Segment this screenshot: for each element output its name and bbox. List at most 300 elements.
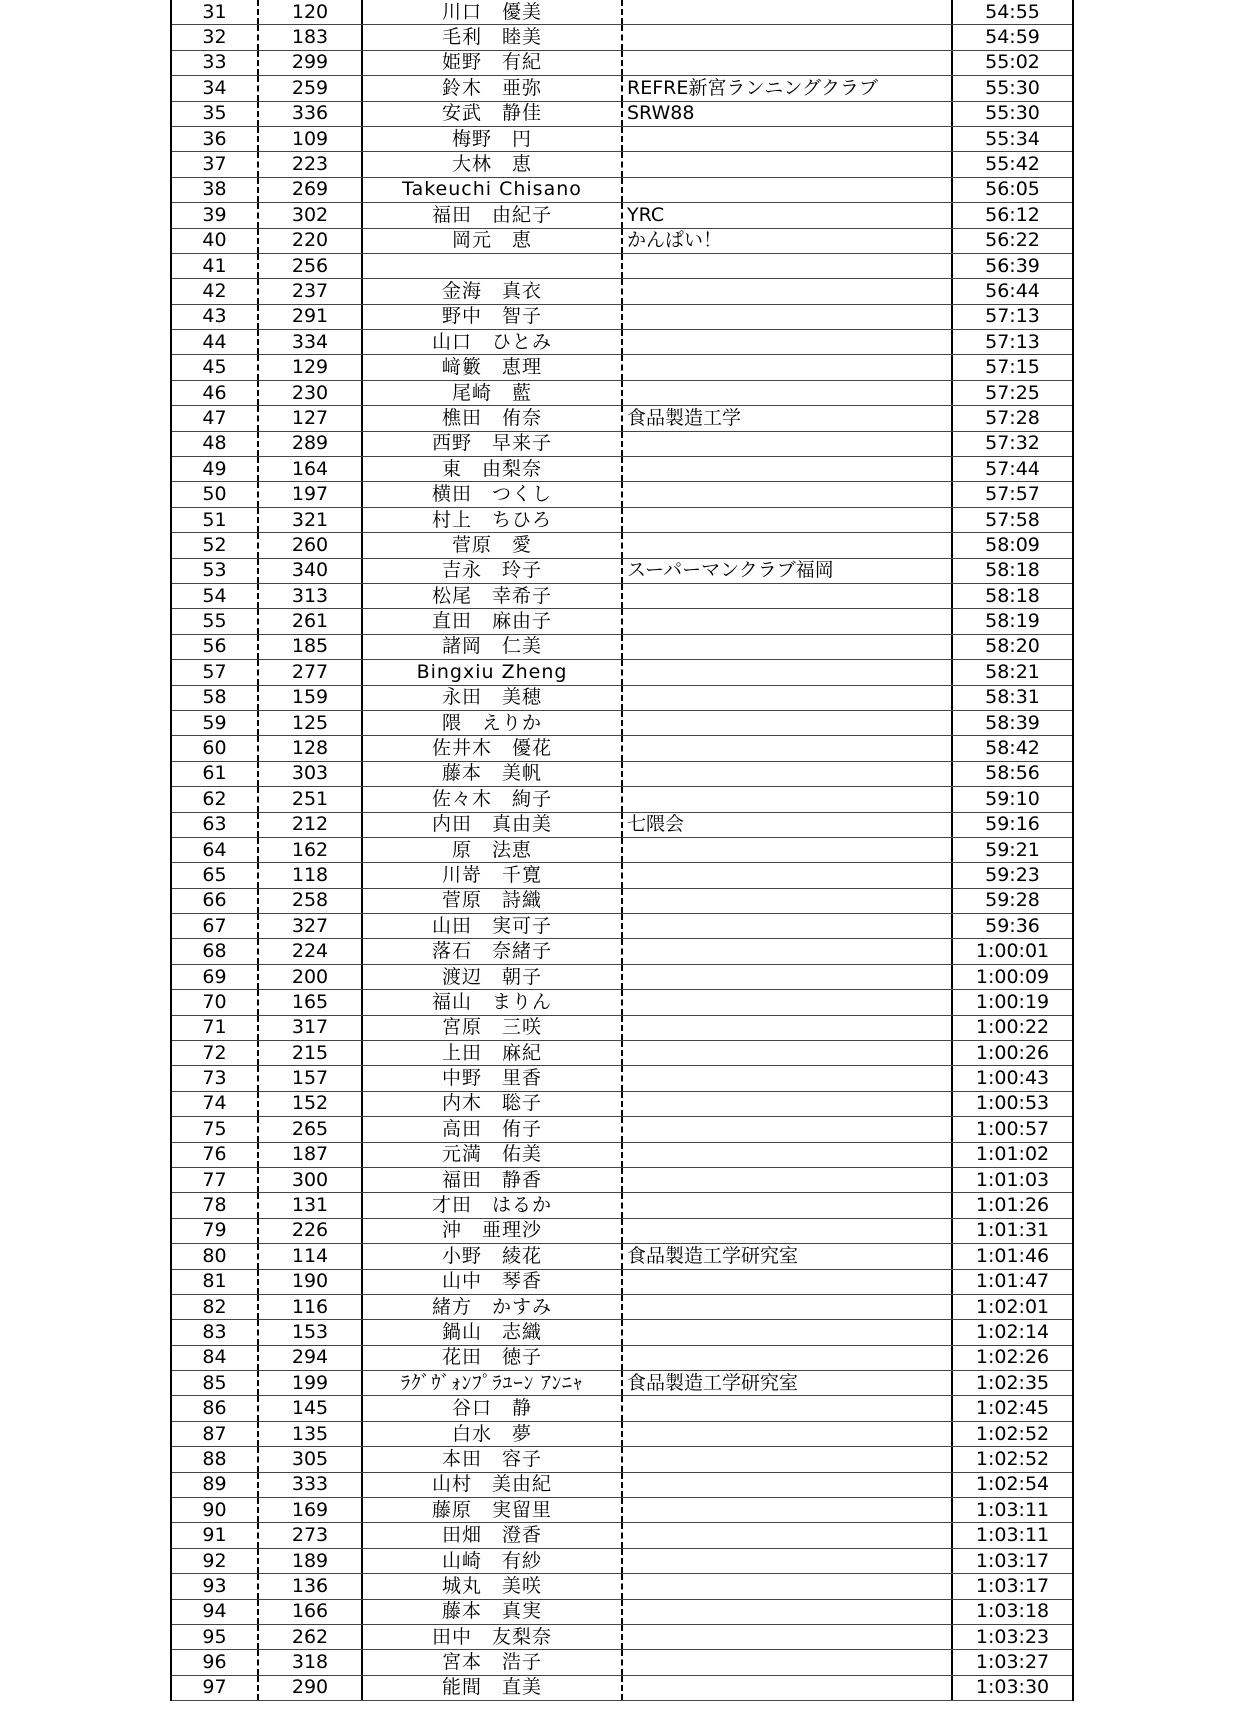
finish-time-cell: 1:03:17 (975, 1574, 1050, 1597)
bib-number-cell: 153 (259, 1320, 363, 1344)
rank-cell: 80 (172, 1244, 259, 1268)
table-row (172, 711, 1072, 736)
finish-time-cell: 57:13 (985, 330, 1040, 353)
rank-cell: 52 (172, 533, 259, 557)
runner-name-cell: 山崎 有紗 (363, 1549, 623, 1573)
finish-time-cell: 59:23 (985, 863, 1040, 886)
runner-name-cell: 山中 琴香 (363, 1270, 623, 1294)
rank-cell: 82 (172, 1295, 259, 1319)
rank-cell: 81 (172, 1270, 259, 1294)
table-row (172, 330, 1072, 355)
rank-cell: 62 (172, 787, 259, 811)
table-row (172, 762, 1072, 787)
rank-cell: 51 (172, 508, 259, 532)
table-row (172, 939, 1072, 964)
team-name-cell (623, 736, 953, 760)
runner-name-cell: 直田 麻由子 (363, 609, 623, 633)
bib-number-cell: 128 (259, 736, 363, 760)
team-name-cell (623, 355, 953, 379)
team-name-cell (623, 0, 953, 24)
rank-cell: 94 (172, 1600, 259, 1624)
table-row (172, 508, 1072, 533)
table-row (172, 76, 1072, 101)
table-row (172, 432, 1072, 457)
rank-cell: 65 (172, 863, 259, 887)
table-row (172, 914, 1072, 939)
finish-time-cell: 58:42 (985, 737, 1040, 760)
rank-cell: 83 (172, 1320, 259, 1344)
bib-number-cell: 129 (259, 355, 363, 379)
team-name-cell (623, 1168, 953, 1192)
team-name-cell (623, 1574, 953, 1598)
rank-cell: 97 (172, 1676, 259, 1700)
runner-name-cell: 内木 聡子 (363, 1092, 623, 1116)
rank-cell: 68 (172, 939, 259, 963)
finish-time-cell: 58:31 (985, 686, 1040, 709)
table-row (172, 152, 1072, 177)
finish-time-cell: 1:03:18 (975, 1600, 1050, 1623)
table-row (172, 533, 1072, 558)
table-row (172, 1625, 1072, 1650)
team-name-cell (623, 1422, 953, 1446)
team-name-cell (623, 1066, 953, 1090)
rank-cell: 36 (172, 127, 259, 151)
team-name-cell (623, 1600, 953, 1624)
finish-time-cell: 1:01:26 (975, 1194, 1050, 1217)
table-row (172, 127, 1072, 152)
team-name-cell (623, 838, 953, 862)
rank-cell: 96 (172, 1650, 259, 1674)
table-row (172, 1041, 1072, 1066)
rank-cell: 50 (172, 482, 259, 506)
runner-name-cell: 大林 恵 (363, 152, 623, 176)
finish-time-cell: 59:10 (985, 787, 1040, 810)
table-row (172, 889, 1072, 914)
rank-cell: 61 (172, 762, 259, 786)
table-row (172, 203, 1072, 228)
team-name-cell (623, 584, 953, 608)
finish-time-cell: 56:05 (985, 178, 1040, 201)
finish-time-cell: 1:00:53 (975, 1092, 1050, 1115)
rank-cell: 42 (172, 279, 259, 303)
runner-name-cell: 内田 真由美 (363, 813, 623, 837)
bib-number-cell: 269 (259, 178, 363, 202)
team-name-cell (623, 965, 953, 989)
table-row (172, 1396, 1072, 1421)
runner-name-cell: Takeuchi Chisano (363, 178, 623, 202)
rank-cell: 77 (172, 1168, 259, 1192)
runner-name-cell: 佐々木 絢子 (363, 787, 623, 811)
runner-name-cell: 鈴木 亜弥 (363, 76, 623, 100)
bib-number-cell: 199 (259, 1371, 363, 1395)
bib-number-cell: 114 (259, 1244, 363, 1268)
table-row (172, 1371, 1072, 1396)
bib-number-cell: 190 (259, 1270, 363, 1294)
table-row (172, 1574, 1072, 1599)
runner-name-cell: 宮原 三咲 (363, 1016, 623, 1040)
table-row (172, 635, 1072, 660)
rank-cell: 66 (172, 889, 259, 913)
finish-time-cell: 59:21 (985, 838, 1040, 861)
team-name-cell (623, 1219, 953, 1243)
table-row (172, 1092, 1072, 1117)
team-name-cell (623, 660, 953, 684)
finish-time-cell: 55:02 (985, 51, 1040, 74)
table-row (172, 1270, 1072, 1295)
runner-name-cell: 高田 侑子 (363, 1117, 623, 1141)
team-name-cell (623, 635, 953, 659)
finish-time-cell: 59:16 (985, 813, 1040, 836)
table-row (172, 1447, 1072, 1472)
bib-number-cell: 189 (259, 1549, 363, 1573)
bib-number-cell: 336 (259, 102, 363, 126)
bib-number-cell: 131 (259, 1193, 363, 1217)
rank-cell: 46 (172, 381, 259, 405)
team-name-cell (623, 1650, 953, 1674)
table-row (172, 457, 1072, 482)
bib-number-cell: 260 (259, 533, 363, 557)
bib-number-cell: 237 (259, 279, 363, 303)
finish-time-cell: 1:00:22 (975, 1016, 1050, 1039)
finish-time-cell: 55:30 (985, 76, 1040, 99)
team-name-cell (623, 432, 953, 456)
finish-time-cell: 57:25 (985, 381, 1040, 404)
rank-cell: 37 (172, 152, 259, 176)
rank-cell: 58 (172, 686, 259, 710)
finish-time-cell: 1:03:17 (975, 1549, 1050, 1572)
team-name-cell (623, 1523, 953, 1547)
team-name-cell (623, 787, 953, 811)
finish-time-cell: 58:20 (985, 635, 1040, 658)
finish-time-cell: 1:02:26 (975, 1346, 1050, 1369)
finish-time-cell: 54:59 (985, 26, 1040, 49)
bib-number-cell: 165 (259, 990, 363, 1014)
team-name-cell: REFRE新宮ランニングクラブ (623, 76, 953, 100)
finish-time-cell: 1:02:01 (975, 1295, 1050, 1318)
runner-name-cell: 鍋山 志織 (363, 1320, 623, 1344)
bib-number-cell: 145 (259, 1396, 363, 1420)
rank-cell: 95 (172, 1625, 259, 1649)
table-row (172, 990, 1072, 1015)
runner-name-cell: 毛利 睦美 (363, 25, 623, 49)
finish-time-cell: 55:30 (985, 102, 1040, 125)
bib-number-cell: 200 (259, 965, 363, 989)
bib-number-cell: 251 (259, 787, 363, 811)
finish-time-cell: 1:00:19 (975, 990, 1050, 1013)
bib-number-cell: 157 (259, 1066, 363, 1090)
runner-name-cell: 吉永 玲子 (363, 559, 623, 583)
table-row (172, 229, 1072, 254)
rank-cell: 39 (172, 203, 259, 227)
finish-time-cell: 1:01:31 (975, 1219, 1050, 1242)
team-name-cell (623, 482, 953, 506)
runner-name-cell: 城丸 美咲 (363, 1574, 623, 1598)
finish-time-cell: 54:55 (985, 0, 1040, 23)
team-name-cell (623, 381, 953, 405)
finish-time-cell: 57:32 (985, 432, 1040, 455)
finish-time-cell: 1:00:01 (975, 940, 1050, 963)
runner-name-cell: 藤本 美帆 (363, 762, 623, 786)
bib-number-cell: 340 (259, 559, 363, 583)
runner-name-cell: 岡元 恵 (363, 229, 623, 253)
bib-number-cell: 321 (259, 508, 363, 532)
rank-cell: 75 (172, 1117, 259, 1141)
team-name-cell (623, 1473, 953, 1497)
finish-time-cell: 1:01:03 (975, 1168, 1050, 1191)
runner-name-cell: 小野 綾花 (363, 1244, 623, 1268)
finish-time-cell: 1:01:47 (975, 1270, 1050, 1293)
table-row (172, 1676, 1072, 1701)
bib-number-cell: 169 (259, 1498, 363, 1522)
table-row (172, 1650, 1072, 1675)
team-name-cell (623, 1549, 953, 1573)
finish-time-cell: 57:28 (985, 406, 1040, 429)
finish-time-cell: 56:22 (985, 229, 1040, 252)
table-row (172, 1422, 1072, 1447)
team-name-cell (623, 1320, 953, 1344)
finish-time-cell: 1:02:52 (975, 1422, 1050, 1445)
rank-cell: 88 (172, 1447, 259, 1471)
finish-time-cell: 56:12 (985, 203, 1040, 226)
bib-number-cell: 262 (259, 1625, 363, 1649)
table-row (172, 1600, 1072, 1625)
table-row (172, 25, 1072, 50)
team-name-cell (623, 1092, 953, 1116)
bib-number-cell: 259 (259, 76, 363, 100)
bib-number-cell: 300 (259, 1168, 363, 1192)
rank-cell: 53 (172, 559, 259, 583)
rank-cell: 86 (172, 1396, 259, 1420)
table-row (172, 1549, 1072, 1574)
runner-name-cell: Bingxiu Zheng (363, 660, 623, 684)
table-row (172, 965, 1072, 990)
finish-time-cell: 1:02:52 (975, 1447, 1050, 1470)
table-row (172, 1066, 1072, 1091)
team-name-cell: YRC (623, 203, 953, 227)
rank-cell: 59 (172, 711, 259, 735)
rank-cell: 84 (172, 1346, 259, 1370)
team-name-cell (623, 1295, 953, 1319)
runner-name-cell: 樵田 侑奈 (363, 406, 623, 430)
bib-number-cell: 223 (259, 152, 363, 176)
bib-number-cell: 166 (259, 1600, 363, 1624)
runner-name-cell: 安武 静佳 (363, 102, 623, 126)
finish-time-cell: 1:01:02 (975, 1143, 1050, 1166)
runner-name-cell: 能間 直美 (363, 1676, 623, 1700)
runner-name-cell: 藤原 実留里 (363, 1498, 623, 1522)
bib-number-cell: 258 (259, 889, 363, 913)
rank-cell: 41 (172, 254, 259, 278)
runner-name-cell: 菅原 愛 (363, 533, 623, 557)
team-name-cell (623, 127, 953, 151)
table-row (172, 838, 1072, 863)
team-name-cell (623, 762, 953, 786)
finish-time-cell: 57:13 (985, 305, 1040, 328)
finish-time-cell: 55:34 (985, 127, 1040, 150)
bib-number-cell: 294 (259, 1346, 363, 1370)
rank-cell: 33 (172, 51, 259, 75)
team-name-cell (623, 1346, 953, 1370)
bib-number-cell: 152 (259, 1092, 363, 1116)
runner-name-cell: 永田 美穂 (363, 686, 623, 710)
runner-name-cell: 渡辺 朝子 (363, 965, 623, 989)
bib-number-cell: 290 (259, 1676, 363, 1700)
table-row (172, 305, 1072, 330)
bib-number-cell: 291 (259, 305, 363, 329)
team-name-cell (623, 279, 953, 303)
table-row (172, 1219, 1072, 1244)
bib-number-cell: 261 (259, 609, 363, 633)
team-name-cell: 食品製造工学 (623, 406, 953, 430)
runner-name-cell: 落石 奈緒子 (363, 939, 623, 963)
table-row (172, 660, 1072, 685)
finish-time-cell: 1:03:30 (975, 1676, 1050, 1699)
bib-number-cell: 305 (259, 1447, 363, 1471)
rank-cell: 32 (172, 25, 259, 49)
runner-name-cell: 佐井木 優花 (363, 736, 623, 760)
finish-time-cell: 57:57 (985, 483, 1040, 506)
runner-name-cell: 福田 静香 (363, 1168, 623, 1192)
bib-number-cell: 333 (259, 1473, 363, 1497)
finish-time-cell: 58:19 (985, 610, 1040, 633)
rank-cell: 45 (172, 355, 259, 379)
table-row (172, 813, 1072, 838)
runner-name-cell: 横田 つくし (363, 482, 623, 506)
finish-time-cell: 59:28 (985, 889, 1040, 912)
rank-cell: 63 (172, 813, 259, 837)
rank-cell: 92 (172, 1549, 259, 1573)
bib-number-cell: 327 (259, 914, 363, 938)
table-row (172, 355, 1072, 380)
bib-number-cell: 318 (259, 1650, 363, 1674)
finish-time-cell: 57:15 (985, 356, 1040, 379)
team-name-cell (623, 254, 953, 278)
rank-cell: 93 (172, 1574, 259, 1598)
rank-cell: 48 (172, 432, 259, 456)
team-name-cell: かんぱい！ (623, 229, 953, 253)
finish-time-cell: 1:02:54 (975, 1473, 1050, 1496)
bib-number-cell: 215 (259, 1041, 363, 1065)
team-name-cell: 食品製造工学研究室 (623, 1371, 953, 1395)
results-table (170, 0, 1074, 1701)
runner-name-cell: 松尾 幸希子 (363, 584, 623, 608)
rank-cell: 85 (172, 1371, 259, 1395)
team-name-cell (623, 711, 953, 735)
rank-cell: 60 (172, 736, 259, 760)
runner-name-cell: 原 法恵 (363, 838, 623, 862)
rank-cell: 35 (172, 102, 259, 126)
team-name-cell (623, 51, 953, 75)
rank-cell: 38 (172, 178, 259, 202)
team-name-cell (623, 914, 953, 938)
runner-name-cell: 山口 ひとみ (363, 330, 623, 354)
team-name-cell (623, 863, 953, 887)
team-name-cell (623, 1016, 953, 1040)
finish-time-cell: 58:09 (985, 533, 1040, 556)
runner-name-cell: 山村 美由紀 (363, 1473, 623, 1497)
team-name-cell (623, 1117, 953, 1141)
table-row (172, 102, 1072, 127)
runner-name-cell: 緒方 かすみ (363, 1295, 623, 1319)
finish-time-cell: 1:01:46 (975, 1244, 1050, 1267)
table-row (172, 609, 1072, 634)
bib-number-cell: 116 (259, 1295, 363, 1319)
finish-time-cell: 1:02:35 (975, 1371, 1050, 1394)
bib-number-cell: 183 (259, 25, 363, 49)
runner-name-cell: 隈 えりか (363, 711, 623, 735)
runner-name-cell: 藤本 真実 (363, 1600, 623, 1624)
finish-time-cell: 1:03:23 (975, 1625, 1050, 1648)
team-name-cell (623, 25, 953, 49)
table-row (172, 1168, 1072, 1193)
finish-time-cell: 58:18 (985, 584, 1040, 607)
team-name-cell (623, 1498, 953, 1522)
team-name-cell (623, 1625, 953, 1649)
bib-number-cell: 135 (259, 1422, 363, 1446)
table-row (172, 1193, 1072, 1218)
bib-number-cell: 162 (259, 838, 363, 862)
runner-name-cell: 金海 真衣 (363, 279, 623, 303)
bib-number-cell: 313 (259, 584, 363, 608)
team-name-cell: SRW88 (623, 102, 953, 126)
runner-name-cell: 﨑籔 恵理 (363, 355, 623, 379)
rank-cell: 64 (172, 838, 259, 862)
bib-number-cell: 197 (259, 482, 363, 506)
runner-name-cell: 福山 まりん (363, 990, 623, 1014)
bib-number-cell: 185 (259, 635, 363, 659)
finish-time-cell: 58:39 (985, 711, 1040, 734)
runner-name-cell (363, 254, 623, 278)
rank-cell: 47 (172, 406, 259, 430)
bib-number-cell: 159 (259, 686, 363, 710)
table-row (172, 1320, 1072, 1345)
runner-name-cell: 川嵜 千寛 (363, 863, 623, 887)
finish-time-cell: 1:00:09 (975, 965, 1050, 988)
table-row (172, 406, 1072, 431)
finish-time-cell: 58:21 (985, 660, 1040, 683)
finish-time-cell: 57:58 (985, 508, 1040, 531)
team-name-cell (623, 609, 953, 633)
runner-name-cell: 西野 早来子 (363, 432, 623, 456)
finish-time-cell: 57:44 (985, 457, 1040, 480)
rank-cell: 76 (172, 1143, 259, 1167)
bib-number-cell: 125 (259, 711, 363, 735)
rank-cell: 55 (172, 609, 259, 633)
runner-name-cell: ﾗｸﾞｳﾞｫﾝﾌﾟﾗﾕｰﾝ ｱﾝﾆｬ (363, 1371, 623, 1395)
finish-time-cell: 56:39 (985, 254, 1040, 277)
runner-name-cell: 村上 ちひろ (363, 508, 623, 532)
team-name-cell (623, 1143, 953, 1167)
bib-number-cell: 212 (259, 813, 363, 837)
team-name-cell (623, 178, 953, 202)
rank-cell: 89 (172, 1473, 259, 1497)
rank-cell: 57 (172, 660, 259, 684)
table-row (172, 787, 1072, 812)
bib-number-cell: 187 (259, 1143, 363, 1167)
runner-name-cell: 上田 麻紀 (363, 1041, 623, 1065)
team-name-cell (623, 330, 953, 354)
bib-number-cell: 303 (259, 762, 363, 786)
finish-time-cell: 58:56 (985, 762, 1040, 785)
bib-number-cell: 109 (259, 127, 363, 151)
table-row (172, 0, 1072, 25)
table-row (172, 1473, 1072, 1498)
rank-cell: 44 (172, 330, 259, 354)
runner-name-cell: 尾崎 藍 (363, 381, 623, 405)
table-row (172, 686, 1072, 711)
runner-name-cell: 谷口 静 (363, 1396, 623, 1420)
bib-number-cell: 220 (259, 229, 363, 253)
